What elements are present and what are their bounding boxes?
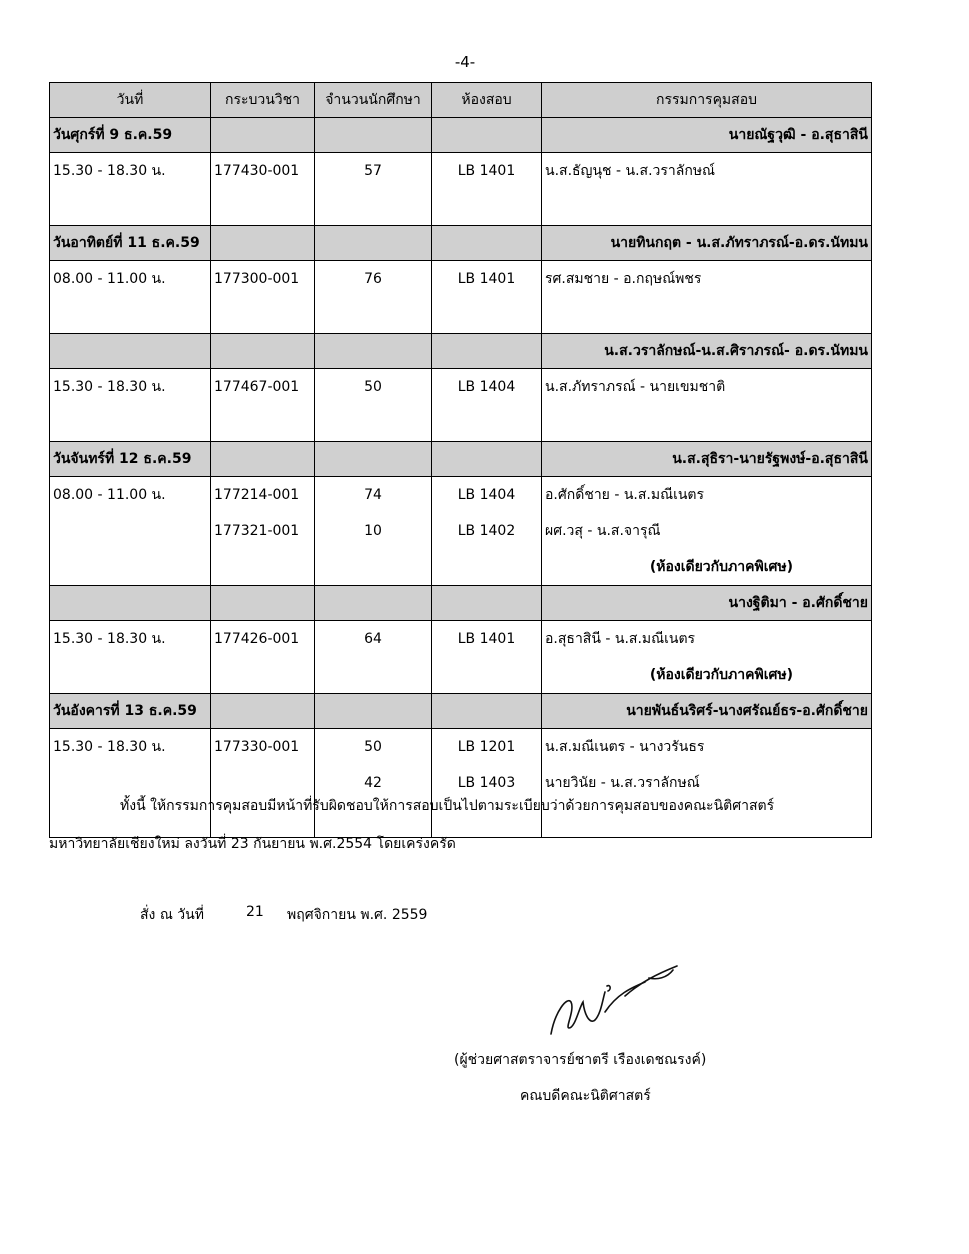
room-note: (ห้องเดียวกับภาคพิเศษ)	[649, 667, 793, 683]
day-label: วันอังคารที่ 13 ธ.ค.59	[50, 694, 211, 729]
students-cell	[315, 729, 432, 838]
students-cell	[315, 153, 432, 226]
empty-cell	[211, 118, 315, 153]
committee-names: อ.ศักดิ์ชาย - น.ส.มณีเนตร	[545, 487, 705, 503]
students-cell	[315, 261, 432, 334]
committee-cell	[542, 369, 872, 442]
exam-time: 08.00 - 11.00 น.	[53, 487, 166, 503]
exam-time-cell	[50, 729, 211, 838]
room-cell	[432, 261, 542, 334]
exam-schedule-table	[49, 82, 872, 838]
signatory-position: คณบดีคณะนิติศาสตร์	[520, 1088, 651, 1104]
table-header-row	[50, 83, 872, 118]
student-count: 10	[364, 523, 382, 539]
committee-names: นายวินัย - น.ส.วราลักษณ์	[545, 775, 700, 791]
exam-time-cell	[50, 261, 211, 334]
room-note: (ห้องเดียวกับภาคพิเศษ)	[649, 559, 793, 575]
empty-cell	[315, 226, 432, 261]
header-course: กระบวนวิชา	[211, 83, 315, 118]
committee-names: น.ส.ภัทราภรณ์ - นายเขมชาติ	[545, 379, 726, 395]
head-committee: นายทินกฤต - น.ส.ภัทราภรณ์-อ.ดร.นัทมน	[542, 226, 872, 261]
table-row	[50, 621, 872, 694]
exam-time-cell	[50, 621, 211, 694]
empty-cell	[315, 586, 432, 621]
committee-cell	[542, 621, 872, 694]
room-cell	[432, 621, 542, 694]
signature-image	[545, 962, 685, 1042]
order-date-month-year: พฤศจิกายน พ.ศ. 2559	[287, 907, 428, 923]
course-cell	[211, 369, 315, 442]
exam-time: 15.30 - 18.30 น.	[53, 379, 166, 395]
head-committee: น.ส.วราลักษณ์-น.ส.ศิราภรณ์- อ.ดร.นัทมน	[542, 334, 872, 369]
table-row	[50, 729, 872, 838]
committee-names: น.ส.มณีเนตร - นางวรันธร	[545, 739, 705, 755]
day-group-row	[50, 118, 872, 153]
committee-cell	[542, 477, 872, 586]
student-count: 64	[364, 631, 382, 647]
exam-time-cell	[50, 369, 211, 442]
day-group-row	[50, 586, 872, 621]
empty-cell	[315, 442, 432, 477]
course-code: 177330-001	[214, 739, 300, 755]
header-room: ห้องสอบ	[432, 83, 542, 118]
exam-room: LB 1401	[457, 163, 516, 179]
room-cell	[432, 153, 542, 226]
day-label	[50, 586, 211, 621]
exam-room: LB 1401	[457, 631, 516, 647]
day-group-row	[50, 442, 872, 477]
exam-time: 15.30 - 18.30 น.	[53, 163, 166, 179]
student-count: 50	[364, 379, 382, 395]
regulation-paragraph-line1: ทั้งนี้ ให้กรรมการคุมสอบมีหน้าที่รับผิดชอบให้การสอบเป็นไปตามระเบียบว่าด้วยการคุมสอบของคณะนิติศาสตร์	[120, 798, 775, 814]
committee-names: ผศ.วสุ - น.ส.จารุณี	[545, 523, 661, 539]
student-count: 74	[364, 487, 382, 503]
exam-room: LB 1404	[457, 379, 516, 395]
day-group-row	[50, 694, 872, 729]
empty-cell	[432, 118, 542, 153]
exam-room: LB 1404	[457, 487, 516, 503]
course-code: 177300-001	[214, 271, 300, 287]
header-committee: กรรมการคุมสอบ	[542, 83, 872, 118]
committee-cell	[542, 261, 872, 334]
table-row	[50, 153, 872, 226]
course-code: 177214-001	[214, 487, 300, 503]
room-cell	[432, 729, 542, 838]
header-date: วันที่	[50, 83, 211, 118]
room-cell	[432, 369, 542, 442]
empty-cell	[211, 334, 315, 369]
course-code: 177467-001	[214, 379, 300, 395]
course-code: 177430-001	[214, 163, 300, 179]
course-cell	[211, 729, 315, 838]
head-committee: นายพันธ์นริศร์-นางศรัณย์ธร-อ.ศักดิ์ชาย	[542, 694, 872, 729]
empty-cell	[315, 694, 432, 729]
empty-cell	[211, 586, 315, 621]
empty-cell	[432, 226, 542, 261]
empty-cell	[211, 442, 315, 477]
course-code: 177426-001	[214, 631, 300, 647]
student-count: 42	[364, 775, 382, 791]
day-group-row	[50, 226, 872, 261]
day-group-row	[50, 334, 872, 369]
exam-time: 15.30 - 18.30 น.	[53, 631, 166, 647]
empty-cell	[211, 226, 315, 261]
student-count: 50	[364, 739, 382, 755]
students-cell	[315, 621, 432, 694]
table-row	[50, 477, 872, 586]
signatory-name: (ผู้ช่วยศาสตราจารย์ชาตรี เรืองเดชณรงค์)	[454, 1052, 707, 1068]
order-date-prefix: สั่ง ณ วันที่	[140, 907, 204, 923]
table-row	[50, 369, 872, 442]
student-count: 76	[364, 271, 382, 287]
order-date-day: 21	[246, 904, 264, 920]
committee-cell	[542, 153, 872, 226]
exam-room: LB 1403	[457, 775, 516, 791]
committee-names: อ.สุธาสินี - น.ส.มณีเนตร	[545, 631, 696, 647]
course-code: 177321-001	[214, 523, 300, 539]
exam-time-cell	[50, 153, 211, 226]
room-cell	[432, 477, 542, 586]
empty-cell	[315, 118, 432, 153]
student-count: 57	[364, 163, 382, 179]
empty-cell	[211, 694, 315, 729]
day-label: วันศุกร์ที่ 9 ธ.ค.59	[50, 118, 211, 153]
exam-time-cell	[50, 477, 211, 586]
empty-cell	[432, 694, 542, 729]
course-cell	[211, 621, 315, 694]
head-committee: นายณัฐวุฒิ - อ.สุธาสินี	[542, 118, 872, 153]
empty-cell	[432, 334, 542, 369]
committee-names: รศ.สมชาย - อ.กฤษณ์พชร	[545, 271, 702, 287]
committee-cell	[542, 729, 872, 838]
committee-names: น.ส.ธัญนุช - น.ส.วราลักษณ์	[545, 163, 716, 179]
day-label: วันจันทร์ที่ 12 ธ.ค.59	[50, 442, 211, 477]
empty-cell	[315, 334, 432, 369]
page-number: -4-	[454, 53, 476, 71]
regulation-paragraph-line2: มหาวิทยาลัยเชียงใหม่ ลงวันที่ 23 กันยายน พ.ศ.2554 โดยเคร่งครัด	[49, 836, 456, 852]
head-committee: นางฐิติมา - อ.ศักดิ์ชาย	[542, 586, 872, 621]
exam-room: LB 1401	[457, 271, 516, 287]
header-students: จำนวนนักศึกษา	[315, 83, 432, 118]
table-row	[50, 261, 872, 334]
exam-time: 08.00 - 11.00 น.	[53, 271, 166, 287]
empty-cell	[432, 442, 542, 477]
course-cell	[211, 477, 315, 586]
exam-room: LB 1201	[457, 739, 516, 755]
course-cell	[211, 153, 315, 226]
exam-room: LB 1402	[457, 523, 516, 539]
students-cell	[315, 369, 432, 442]
exam-time: 15.30 - 18.30 น.	[53, 739, 166, 755]
day-label: วันอาทิตย์ที่ 11 ธ.ค.59	[50, 226, 211, 261]
students-cell	[315, 477, 432, 586]
head-committee: น.ส.สุธิรา-นายรัฐพงษ์-อ.สุธาสินี	[542, 442, 872, 477]
day-label	[50, 334, 211, 369]
empty-cell	[432, 586, 542, 621]
course-cell	[211, 261, 315, 334]
